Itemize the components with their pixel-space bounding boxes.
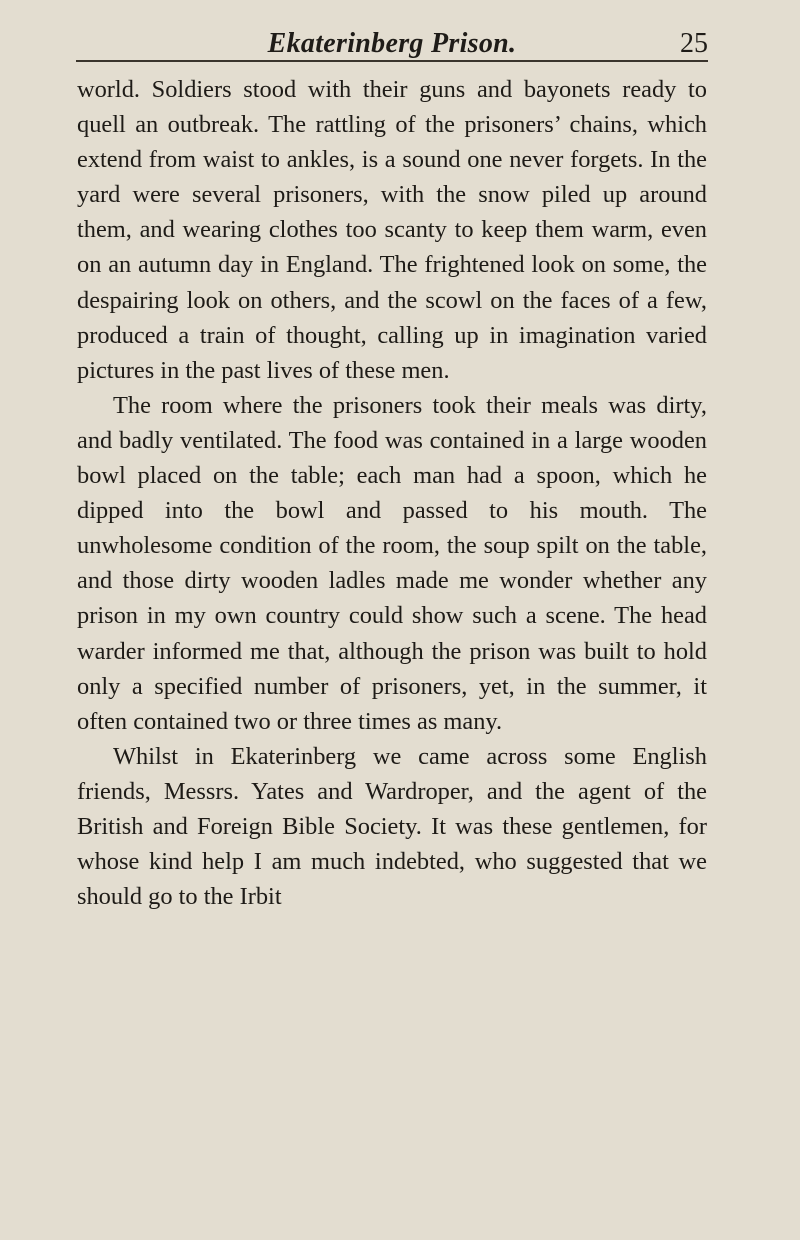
running-title: Ekaterinberg Prison. [267, 28, 517, 59]
page-number: 25 [680, 28, 708, 59]
paragraph-continued: world. Soldiers stood with their guns and bayonets ready to quell an outbreak. The rattling of the prisoners’ chains, which extend from waist to ankles, is a sound one never forgets. In the yard were several prisoners, with the snow piled up around them, and wearing clothes too scanty to keep them warm, even on an autumn day in England. The frightened look on some, the despairing look on others, and the scowl on the faces of a few, produced a train of thought, calling up in imagination varied pictures in the past lives of these men. [77, 76, 707, 384]
header-rule [76, 60, 708, 62]
running-head [76, 28, 708, 62]
body-text [77, 72, 707, 914]
paragraph-dining-room: The room where the prisoners took their meals was dirty, and badly ventilated. The food was contained in a large wooden bowl placed on the table; each man had a spoon, which he dipped into the bowl and passed to his mouth. The unwholesome condition of the room, the soup spilt on the table, and those dirty wooden ladles made me wonder whether any prison in my own country could show such a scene. The head warder informed me that, although the prison was built to hold only a specified number of prisoners, yet, in the summer, it often contained two or three times as many. [77, 391, 707, 735]
paragraph-english-friends: Whilst in Ekaterinberg we came across some English friends, Messrs. Yates and Wardroper, and the agent of the British and Foreign Bible Society. It was these gentlemen, for whose kind help I am much indebted, who suggested that we should go to the Irbit [77, 742, 707, 911]
